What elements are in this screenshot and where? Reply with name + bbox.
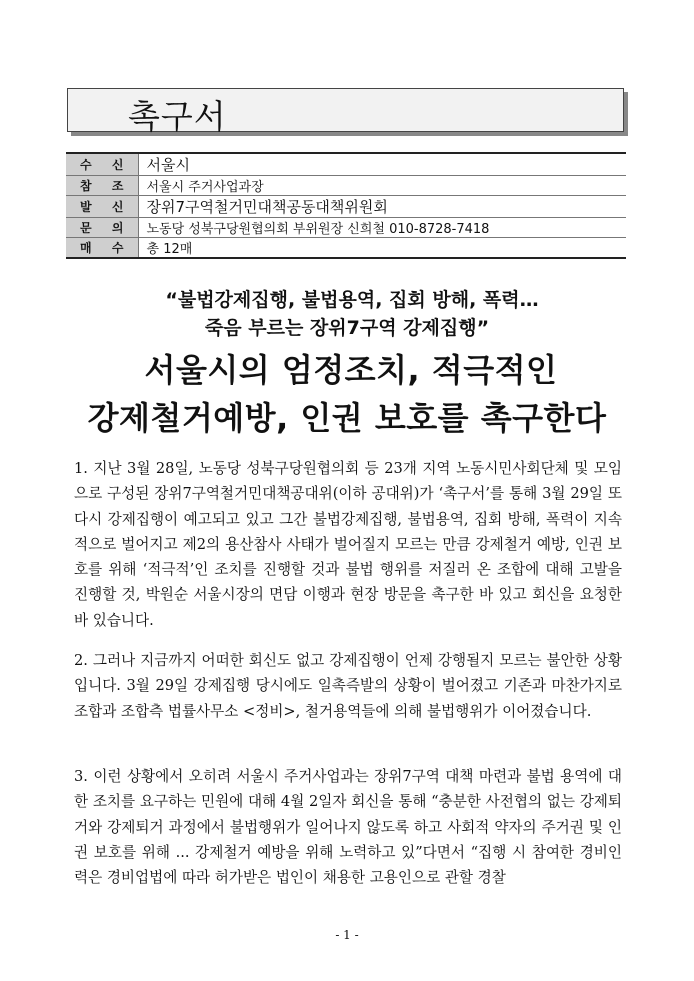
body-paragraph-2: 2. 그러나 지금까지 어떠한 회신도 없고 강제집행이 언제 강행될지 모르는 불안한 상황입니다. 3월 29일 강제집행 당시에도 일촉즉발의 상황이 벌어졌고 기존과 마찬가지로 조합과 조합측 법률사무소 <정비>, 철거용역들에 의해 불법행위가 이어졌습니다. bbox=[74, 652, 622, 720]
meta-label: 문 의 bbox=[66, 218, 138, 238]
meta-label: 수 신 bbox=[66, 153, 138, 176]
subtitle-line-1: “불법강제집행, 불법용역, 집회 방해, 폭력… bbox=[165, 289, 539, 311]
meta-row-contact bbox=[66, 218, 626, 238]
title-box bbox=[67, 88, 624, 136]
header-info-table bbox=[66, 152, 626, 259]
meta-value: 총 12매 bbox=[138, 238, 626, 259]
meta-row-pages bbox=[66, 238, 626, 259]
body-paragraph-1: 1. 지난 3월 28일, 노동당 성북구당원협의회 등 23개 지역 노동시민사회단체 및 모임으로 구성된 장위7구역철거민대책공대위(이하 공대위)가 ‘촉구서’를 통해 3월 29일 또 다시 강제집행이 예고되고 있고 그간 불법강제집행, 불법용역, 집회 방해, 폭력이 지속적으로 벌어지고 제2의 용산참사 사태가 벌어질지 모르는 만큼 강제철거 예방, 인권 보호를 위해 ‘적극적’인 조치를 진행할 것과 불법 행위를 저질러 온 조합에 대해 고발을 진행할 것, 박원순 서울시장의 면담 이행과 현장 방문을 촉구한 바 있고 회신을 요청한 바 있습니다. bbox=[74, 460, 622, 629]
headline-line-1: 서울시의 엄정조치, 적극적인 bbox=[144, 351, 558, 389]
subtitle-line-2: 죽음 부르는 장위7구역 강제집행” bbox=[204, 317, 490, 339]
document-title: 촉구서 bbox=[128, 97, 227, 136]
meta-value: 장위7구역철거민대책공동대책위원회 bbox=[138, 196, 626, 218]
meta-value: 서울시 bbox=[138, 153, 626, 176]
meta-value: 노동당 성북구당원협의회 부위원장 신희철 010-8728-7418 bbox=[138, 218, 626, 238]
meta-value: 서울시 주거사업과장 bbox=[138, 176, 626, 196]
body-paragraph-3: 3. 이런 상황에서 오히려 서울시 주거사업과는 장위7구역 대책 마련과 불법 용역에 대한 조치를 요구하는 민원에 대해 4월 2일자 회신을 통해 “충분한 사전협의 없는 강제퇴거와 강제퇴거 과정에서 불법행위가 일어나지 않도록 하고 사회적 약자의 주거권 및 인권 보호를 위해 ... 강제철거 예방을 위해 노력하고 있”다면서 “집행 시 참여한 경비인력은 경비업법에 따라 허가받은 법인이 채용한 고용인으로 관할 경찰 bbox=[74, 768, 622, 887]
meta-label: 매 수 bbox=[66, 238, 138, 259]
headline-line-2: 강제철거예방, 인권 보호를 촉구한다 bbox=[87, 399, 607, 437]
meta-label: 발 신 bbox=[66, 196, 138, 218]
meta-row-reference bbox=[66, 176, 626, 196]
meta-row-sender bbox=[66, 196, 626, 218]
meta-row-recipient bbox=[66, 153, 626, 176]
meta-label: 참 조 bbox=[66, 176, 138, 196]
page-number: - 1 - bbox=[335, 928, 359, 942]
